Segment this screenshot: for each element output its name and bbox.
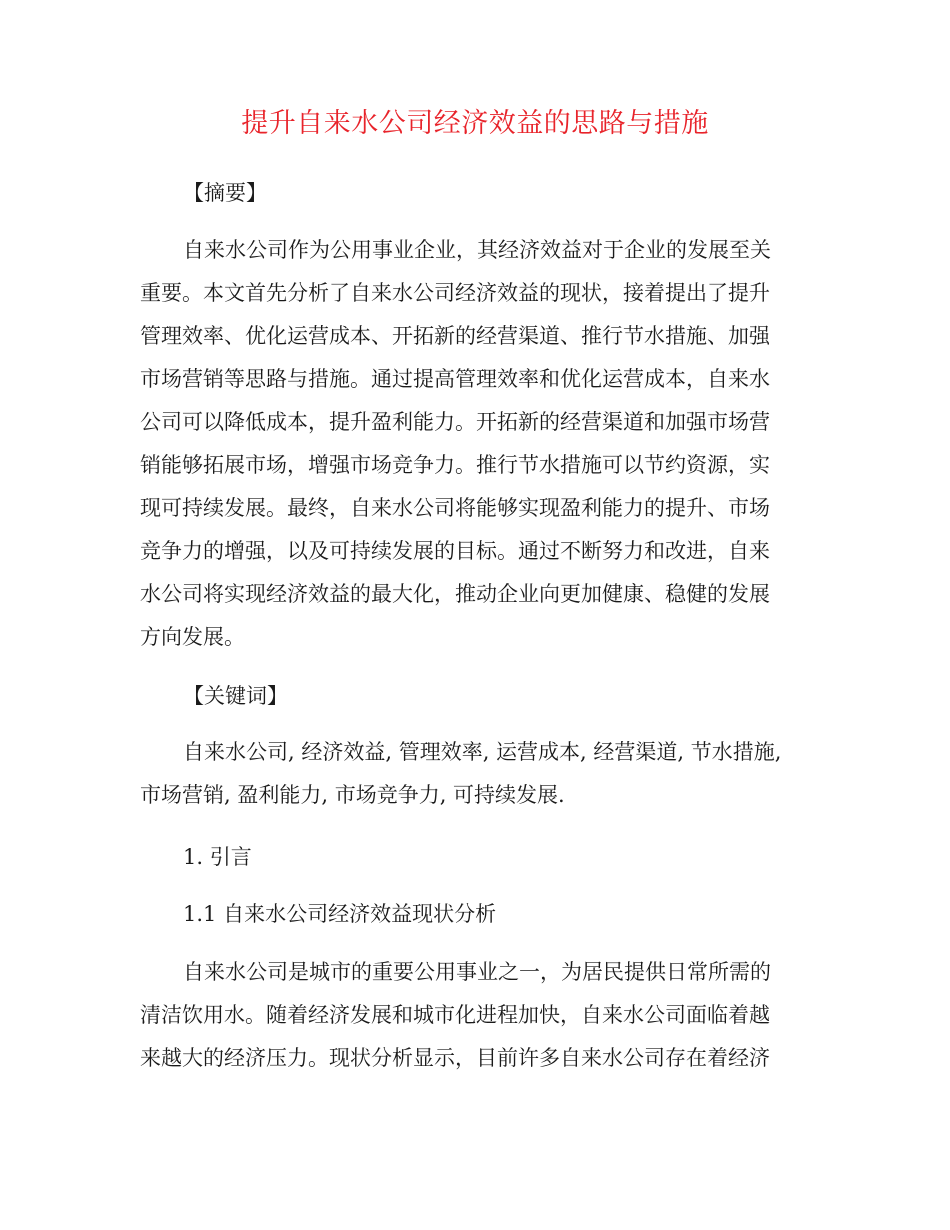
section-1-1-paragraph	[140, 951, 800, 1080]
keywords-heading: 【关键词】	[183, 684, 288, 708]
abstract-line: 方向发展。	[140, 625, 245, 649]
abstract-line: 市场营销等思路与措施。通过提高管理效率和优化运营成本，自来水	[140, 367, 770, 391]
keywords-line: 市场营销, 盈利能力, 市场竞争力, 可持续发展.	[140, 783, 565, 807]
abstract-line: 水公司将实现经济效益的最大化，推动企业向更加健康、稳健的发展	[140, 582, 770, 606]
section-line: 自来水公司是城市的重要公用事业之一，为居民提供日常所需的	[183, 960, 771, 984]
abstract-line: 竞争力的增强，以及可持续发展的目标。通过不断努力和改进，自来	[140, 539, 770, 563]
document-title: 提升自来水公司经济效益的思路与措施	[241, 108, 709, 139]
abstract-line: 自来水公司作为公用事业企业，其经济效益对于企业的发展至关	[183, 238, 771, 262]
section-line: 来越大的经济压力。现状分析显示，目前许多自来水公司存在着经济	[140, 1046, 770, 1070]
abstract-line: 重要。本文首先分析了自来水公司经济效益的现状，接着提出了提升	[140, 281, 770, 305]
abstract-line: 管理效率、优化运营成本、开拓新的经营渠道、推行节水措施、加强	[140, 324, 770, 348]
section-1-heading: 1. 引言	[183, 845, 252, 869]
abstract-heading: 【摘要】	[183, 181, 267, 205]
section-1-1-heading: 1.1 自来水公司经济效益现状分析	[183, 902, 497, 926]
keywords-line: 自来水公司, 经济效益, 管理效率, 运营成本, 经营渠道, 节水措施,	[183, 740, 782, 764]
section-line: 清洁饮用水。随着经济发展和城市化进程加快，自来水公司面临着越	[140, 1003, 770, 1027]
abstract-paragraph	[140, 229, 800, 659]
abstract-line: 现可持续发展。最终，自来水公司将能够实现盈利能力的提升、市场	[140, 496, 770, 520]
abstract-line: 销能够拓展市场，增强市场竞争力。推行节水措施可以节约资源，实	[140, 453, 770, 477]
keywords-paragraph	[140, 731, 800, 817]
abstract-line: 公司可以降低成本，提升盈利能力。开拓新的经营渠道和加强市场营	[140, 410, 770, 434]
